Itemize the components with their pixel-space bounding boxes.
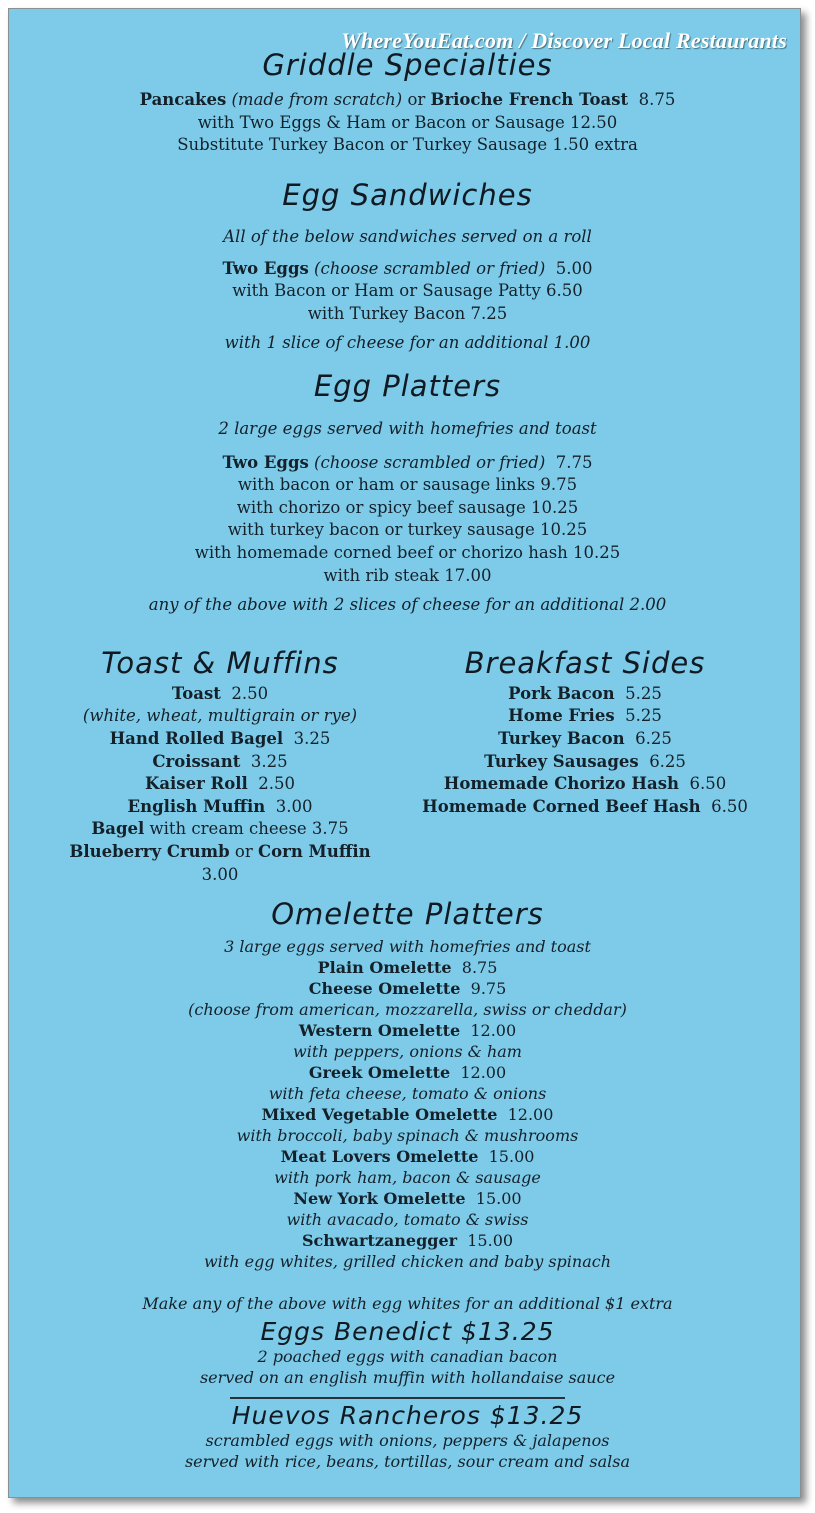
bagel-price: 3.25	[293, 729, 331, 749]
platter-line-5: with homemade corned beef or chorizo hash 10.25	[194, 542, 621, 562]
side-price: 6.25	[635, 729, 672, 749]
platters-items	[0, 418, 815, 617]
cream-cheese-rest: with cream cheese 3.75	[149, 819, 349, 839]
omelette-price: 15.00	[467, 1231, 514, 1250]
side-item	[380, 683, 790, 706]
kaiser-price: 2.50	[258, 774, 296, 794]
side-name: Homemade Corned Beef Hash	[422, 796, 701, 816]
benedict-section	[0, 1318, 815, 1388]
platters-note: 2 large eggs served with homefries and toast	[218, 419, 597, 438]
toast-title: Toast & Muffins	[101, 646, 339, 680]
omelette-name: Mixed Vegetable Omelette	[261, 1105, 498, 1124]
omelette-item	[0, 957, 815, 978]
side-item	[380, 796, 790, 819]
huevos-title: Huevos Rancheros $13.25	[231, 1401, 584, 1430]
platter-line-1	[0, 452, 815, 475]
omelette-item	[0, 1062, 815, 1083]
platter-line-3: with chorizo or spicy beef sausage 10.25	[236, 497, 579, 517]
side-price: 5.25	[625, 706, 662, 726]
omelettes-title: Omelette Platters	[271, 897, 544, 931]
platter-two-eggs-price: 7.75	[555, 452, 593, 472]
watermark: WhereYouEat.com / Discover Local Restaurants	[341, 28, 787, 53]
huevos-line-1: scrambled eggs with onions, peppers & jalapenos	[205, 1430, 610, 1450]
pancakes-note: (made from scratch)	[231, 90, 403, 109]
omelette-name: New York Omelette	[293, 1189, 466, 1208]
huevos-line-2: served with rice, beans, tortillas, sour cream and salsa	[184, 1451, 631, 1471]
side-item	[380, 773, 790, 796]
omelette-name: Western Omelette	[298, 1021, 461, 1040]
side-price: 6.50	[711, 796, 748, 816]
bagel-item	[30, 728, 410, 751]
blueberry-name: Blueberry Crumb	[69, 842, 230, 862]
omelette-item	[0, 1146, 815, 1167]
griddle-price: 8.75	[638, 90, 676, 109]
muffin-price: 3.00	[201, 864, 239, 884]
omelette-price: 8.75	[461, 958, 498, 977]
side-price: 5.25	[625, 683, 662, 703]
side-item	[380, 705, 790, 728]
omelettes-note: 3 large eggs served with homefries and toast	[224, 937, 591, 956]
omelette-desc: with egg whites, grilled chicken and baby spinach	[203, 1252, 611, 1271]
english-muffin-name: English Muffin	[127, 796, 266, 816]
omelettes-section	[0, 899, 815, 931]
side-price: 6.25	[649, 751, 686, 771]
toast-section	[30, 648, 410, 886]
kaiser-item	[30, 773, 410, 796]
muffin-item	[30, 841, 410, 864]
omelette-desc: with feta cheese, tomato & onions	[268, 1084, 547, 1103]
omelette-item	[0, 1020, 815, 1041]
omelette-price: 12.00	[460, 1063, 507, 1082]
platter-line-6: with rib steak 17.00	[323, 565, 492, 585]
toast-name: Toast	[171, 683, 221, 703]
benedict-line-2: served on an english muffin with hollandaise sauce	[199, 1367, 616, 1387]
platter-cheese: any of the above with 2 slices of cheese for an additional 2.00	[148, 595, 667, 615]
platter-line-4: with turkey bacon or turkey sausage 10.25	[227, 520, 588, 540]
side-name: Turkey Bacon	[498, 729, 625, 749]
side-price: 6.50	[689, 774, 727, 794]
cream-cheese-name: Bagel	[91, 819, 145, 839]
two-eggs-name: Two Eggs	[222, 258, 309, 278]
omelette-price: 12.00	[507, 1105, 554, 1124]
omelettes-items	[0, 936, 815, 1314]
omelette-name: Plain Omelette	[317, 958, 452, 977]
huevos-section	[0, 1402, 815, 1472]
pancakes-name: Pancakes	[139, 90, 227, 109]
sides-title: Breakfast Sides	[464, 646, 706, 680]
french-toast-name: Brioche French Toast	[430, 90, 629, 109]
benedict-line-1: 2 poached eggs with canadian bacon	[257, 1346, 558, 1366]
croissant-price: 3.25	[250, 751, 288, 771]
side-item	[380, 751, 790, 774]
toast-item	[30, 683, 410, 706]
omelette-price: 15.00	[488, 1147, 535, 1166]
omelette-name: Greek Omelette	[308, 1063, 451, 1082]
sandwich-line-3: with Turkey Bacon 7.25	[307, 303, 508, 323]
side-item	[380, 728, 790, 751]
omelette-name: Cheese Omelette	[308, 979, 461, 998]
croissant-name: Croissant	[152, 751, 241, 771]
egg-whites-note: Make any of the above with egg whites for an additional $1 extra	[142, 1294, 673, 1313]
benedict-title: Eggs Benedict $13.25	[260, 1317, 555, 1346]
platter-line-2: with bacon or ham or sausage links 9.75	[237, 475, 578, 495]
griddle-line-2: with Two Eggs & Ham or Bacon or Sausage 12.50	[197, 112, 618, 132]
kaiser-name: Kaiser Roll	[144, 774, 248, 794]
bagel-name: Hand Rolled Bagel	[109, 729, 284, 749]
omelette-desc: with avacado, tomato & swiss	[286, 1210, 529, 1229]
toast-price: 2.50	[231, 683, 269, 703]
omelette-price: 9.75	[470, 979, 507, 998]
platter-two-eggs-note: (choose scrambled or fried)	[314, 452, 546, 472]
croissant-item	[30, 751, 410, 774]
griddle-section	[0, 50, 815, 82]
omelette-item	[0, 1104, 815, 1125]
english-muffin-price: 3.00	[275, 796, 313, 816]
omelette-item	[0, 1230, 815, 1251]
sandwiches-note: All of the below sandwiches served on a roll	[223, 227, 592, 246]
omelette-desc: with peppers, onions & ham	[293, 1042, 522, 1061]
sandwich-cheese: with 1 slice of cheese for an additional 1.00	[224, 333, 591, 353]
griddle-line-3: Substitute Turkey Bacon or Turkey Sausage 1.50 extra	[177, 135, 638, 155]
omelette-item	[0, 1188, 815, 1209]
omelette-name: Meat Lovers Omelette	[280, 1147, 479, 1166]
omelette-price: 12.00	[470, 1021, 517, 1040]
side-name: Turkey Sausages	[484, 751, 639, 771]
sandwich-line-1	[0, 258, 815, 281]
platters-section	[0, 371, 815, 403]
sandwich-line-2: with Bacon or Ham or Sausage Patty 6.50	[232, 281, 583, 301]
cream-cheese-item	[30, 818, 410, 841]
griddle-line-1	[0, 89, 815, 112]
english-muffin-item	[30, 796, 410, 819]
griddle-items	[0, 89, 815, 157]
omelette-name: Schwartzanegger	[301, 1231, 458, 1250]
sides-section	[380, 648, 790, 818]
two-eggs-note: (choose scrambled or fried)	[314, 258, 546, 278]
sandwiches-title: Egg Sandwiches	[282, 178, 533, 212]
side-name: Pork Bacon	[508, 683, 615, 703]
two-eggs-price: 5.00	[555, 258, 593, 278]
sandwiches-section	[0, 180, 815, 212]
divider	[230, 1397, 565, 1399]
omelette-item	[0, 978, 815, 999]
omelette-price: 15.00	[475, 1189, 522, 1208]
or-text: or	[407, 90, 426, 109]
platters-title: Egg Platters	[313, 369, 502, 403]
platter-two-eggs-name: Two Eggs	[222, 452, 309, 472]
toast-note: (white, wheat, multigrain or rye)	[82, 706, 358, 726]
griddle-title: Griddle Specialties	[262, 48, 553, 82]
omelette-desc: (choose from american, mozzarella, swiss or cheddar)	[188, 1000, 627, 1019]
omelette-desc: with pork ham, bacon & sausage	[274, 1168, 541, 1187]
corn-muffin-name: Corn Muffin	[257, 842, 371, 862]
sandwiches-items	[0, 226, 815, 355]
muffin-or: or	[234, 842, 253, 862]
side-name: Homemade Chorizo Hash	[443, 774, 679, 794]
side-name: Home Fries	[508, 706, 615, 726]
omelette-desc: with broccoli, baby spinach & mushrooms	[236, 1126, 579, 1145]
